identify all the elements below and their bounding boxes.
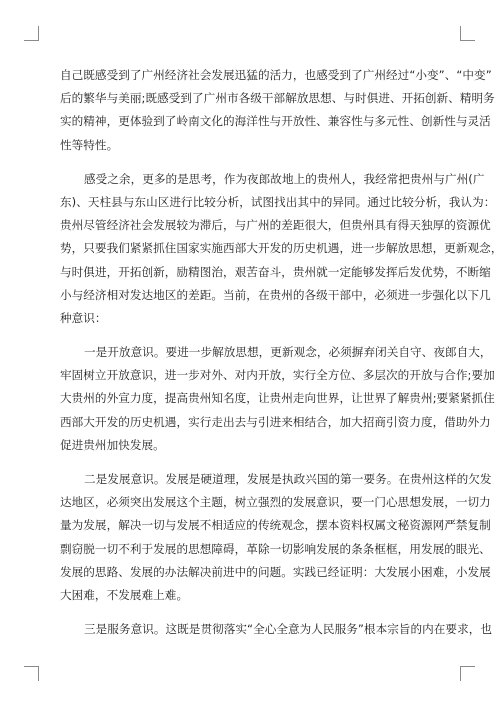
paragraph-reflection — [60, 168, 502, 330]
crop-mark-top-right — [460, 26, 475, 41]
text-line: 发展的思路、发展的办法解决前进中的问题。实践已经证明：大发展小困难，小发展 — [60, 564, 491, 579]
text-line: 三是服务意识。这既是贯彻落实“全心全意为人民服务”根本宗旨的内在要求，也 — [84, 622, 493, 637]
text-line: 剽窃脱一切不利于发展的思想障碍，革除一切影响发展的条条框框，用发展的眼光、 — [60, 541, 491, 556]
text-line: 贵州尽管经济社会发展较为滞后，与广州的差距很大，但贵州具有得天独厚的资源优 — [60, 218, 491, 233]
text-line: 牢固树立开放意识，进一步对外、对内开放，实行全方位、多层次的开放与合作;要加 — [60, 368, 495, 383]
text-line: 种意识： — [60, 310, 107, 325]
text-line: 一是开放意识。要进一步解放思想，更新观念，必须摒弃闭关自守、夜郎自大， — [84, 345, 492, 360]
text-line: 与时俱进，开拓创新，励精图治，艰苦奋斗，贵州就一定能够发挥后发优势，不断缩 — [60, 264, 491, 279]
text-line: 二是发展意识。发展是硬道理，发展是执政兴国的第一要务。在贵州这样的欠发 — [84, 472, 492, 486]
text-line: 达地区，必须突出发展这个主题，树立强烈的发展意识，要一门心思想发展，一切力 — [60, 495, 491, 510]
paragraph-continued — [60, 64, 495, 157]
text-line: 后的繁华与美丽;既感受到了广州市各级干部解放思想、与时俱进、开拓创新、精明务 — [60, 91, 495, 106]
paragraph-service — [60, 618, 493, 641]
text-line: 大困难，不发展难上难。 — [60, 587, 189, 602]
text-line: 自己既感受到了广州经济社会发展迅猛的活力，也感受到了广州经过“小变”、“中变” — [60, 68, 492, 82]
document-body — [60, 64, 502, 641]
crop-mark-top-left — [24, 26, 39, 41]
text-line: 促进贵州加快发展。 — [60, 437, 165, 452]
text-line: 实的精神，更体验到了岭南文化的海洋性与开放性、兼容性与多元性、创新性与灵活 — [60, 114, 491, 129]
text-line: 西部大开发的历史机遇，实行走出去与引进来相结合，加大招商引资力度，借助外力 — [60, 414, 491, 429]
text-line: 势，只要我们紧紧抓住国家实施西部大开发的历史机遇，进一步解放思想，更新观念， — [60, 241, 502, 256]
paragraph-openness — [60, 341, 495, 457]
crop-mark-bottom-right — [460, 666, 475, 681]
text-line: 感受之余，更多的是思考，作为夜郎故地上的贵州人，我经常把贵州与广州(广 — [84, 171, 485, 186]
text-line: 大贵州的外宣力度，提高贵州知名度，让贵州走向世界，让世界了解贵州;要紧紧抓住 — [60, 391, 495, 406]
text-line: 东)、天柱县与东山区进行比较分析，试图找出其中的异同。通过比较分析，我认为： — [60, 194, 496, 209]
text-line: 小与经济相对发达地区的差距。当前，在贵州的各级干部中，必须进一步强化以下几 — [60, 287, 491, 302]
crop-mark-bottom-left — [24, 666, 39, 681]
text-line: 量为发展，解决一切与发展不相适应的传统观念，摆本资料权属文秘资源网严禁复制 — [60, 518, 491, 533]
text-line: 性等特性。 — [60, 137, 119, 152]
paragraph-development — [60, 468, 492, 607]
